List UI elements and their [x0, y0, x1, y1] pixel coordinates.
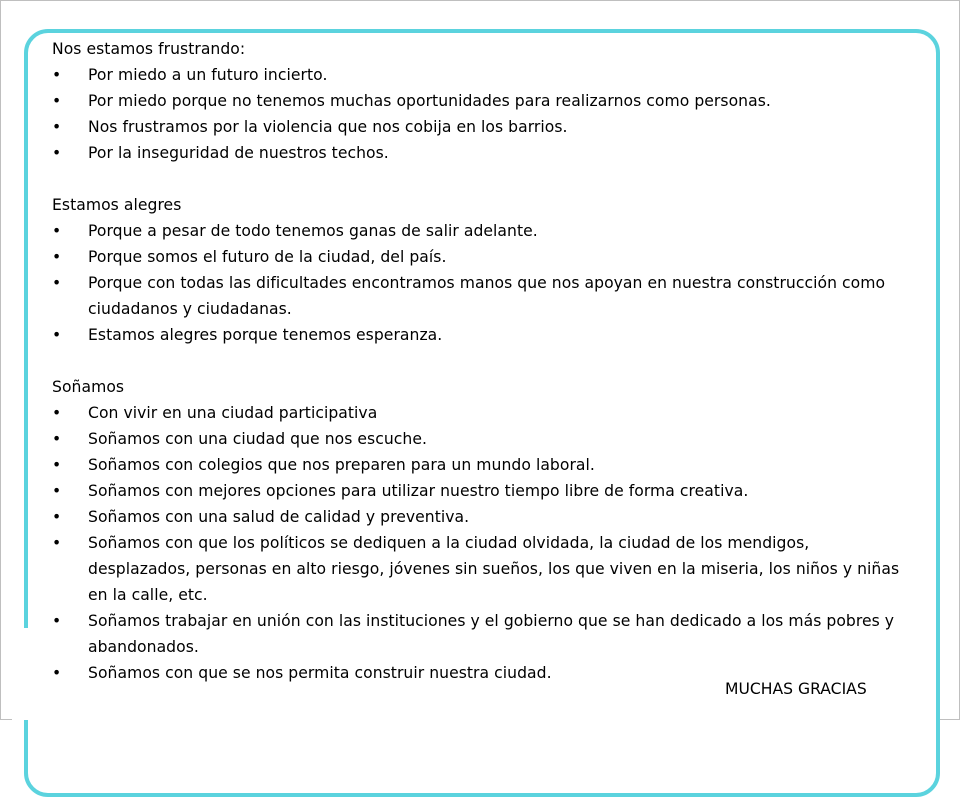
list-item-text: Porque somos el futuro de la ciudad, del país.: [88, 248, 447, 266]
list-item: [52, 270, 912, 322]
section-alegria: [52, 192, 912, 348]
list-item-text: Por miedo porque no tenemos muchas oportunidades para realizarnos como personas.: [88, 92, 771, 110]
list-item: [52, 244, 912, 270]
bullet-icon: •: [52, 144, 62, 162]
section-suenos: [52, 374, 912, 686]
bullet-icon: •: [52, 430, 62, 448]
bullet-list: [52, 218, 912, 348]
list-item: [52, 218, 912, 244]
card-edge-mask: [12, 628, 34, 720]
list-item-text: Por miedo a un futuro incierto.: [88, 66, 328, 84]
slide-content: [52, 36, 912, 686]
bullet-icon: •: [52, 612, 62, 630]
list-item-text: Soñamos con una ciudad que nos escuche.: [88, 430, 427, 448]
list-item-text: Nos frustramos por la violencia que nos cobija en los barrios.: [88, 118, 568, 136]
bullet-list: [52, 62, 912, 166]
list-item: [52, 608, 912, 660]
bullet-icon: •: [52, 534, 62, 552]
bullet-icon: •: [52, 274, 62, 292]
bullet-icon: •: [52, 66, 62, 84]
bullet-icon: •: [52, 664, 62, 682]
list-item: [52, 88, 912, 114]
list-item-text: Soñamos con que se nos permita construir nuestra ciudad.: [88, 664, 552, 682]
section-frustracion: [52, 36, 912, 166]
list-item: [52, 62, 912, 88]
list-item-text: Soñamos con una salud de calidad y preventiva.: [88, 508, 470, 526]
bullet-icon: •: [52, 482, 62, 500]
list-item-text: Por la inseguridad de nuestros techos.: [88, 144, 389, 162]
list-item: [52, 504, 912, 530]
list-item: [52, 426, 912, 452]
list-item: [52, 322, 912, 348]
list-item-text: Soñamos con colegios que nos preparen para un mundo laboral.: [88, 456, 595, 474]
section-heading: Nos estamos frustrando:: [52, 40, 246, 58]
list-item-text: Soñamos con que los políticos se dediquen a la ciudad olvidada, la ciudad de los mendigos, desplazados, personas en alto riesgo, jóvenes sin sueños, los que viven en la miseria, los niños y niñas en la calle, etc.: [88, 534, 900, 604]
list-item-text: Con vivir en una ciudad participativa: [88, 404, 378, 422]
list-item: [52, 478, 912, 504]
bullet-list: [52, 400, 912, 686]
bullet-icon: •: [52, 508, 62, 526]
list-item-text: Soñamos con mejores opciones para utilizar nuestro tiempo libre de forma creativa.: [88, 482, 749, 500]
list-item-text: Porque con todas las dificultades encontramos manos que nos apoyan en nuestra construcción como ciudadanos y ciudadanas.: [88, 274, 886, 318]
bullet-icon: •: [52, 248, 62, 266]
bullet-icon: •: [52, 456, 62, 474]
bullet-icon: •: [52, 118, 62, 136]
list-item: [52, 452, 912, 478]
list-item: [52, 400, 912, 426]
bullet-icon: •: [52, 222, 62, 240]
section-spacer: [52, 166, 912, 192]
list-item: [52, 530, 912, 608]
list-item: [52, 140, 912, 166]
section-spacer: [52, 348, 912, 374]
section-heading: Estamos alegres: [52, 196, 182, 214]
closing-text: MUCHAS GRACIAS: [725, 680, 867, 698]
list-item-text: Estamos alegres porque tenemos esperanza.: [88, 326, 443, 344]
list-item-text: Soñamos trabajar en unión con las instituciones y el gobierno que se han dedicado a los más pobres y abandonados.: [88, 612, 895, 656]
bullet-icon: •: [52, 92, 62, 110]
list-item-text: Porque a pesar de todo tenemos ganas de salir adelante.: [88, 222, 538, 240]
list-item: [52, 114, 912, 140]
bullet-icon: •: [52, 326, 62, 344]
section-heading: Soñamos: [52, 378, 125, 396]
bullet-icon: •: [52, 404, 62, 422]
